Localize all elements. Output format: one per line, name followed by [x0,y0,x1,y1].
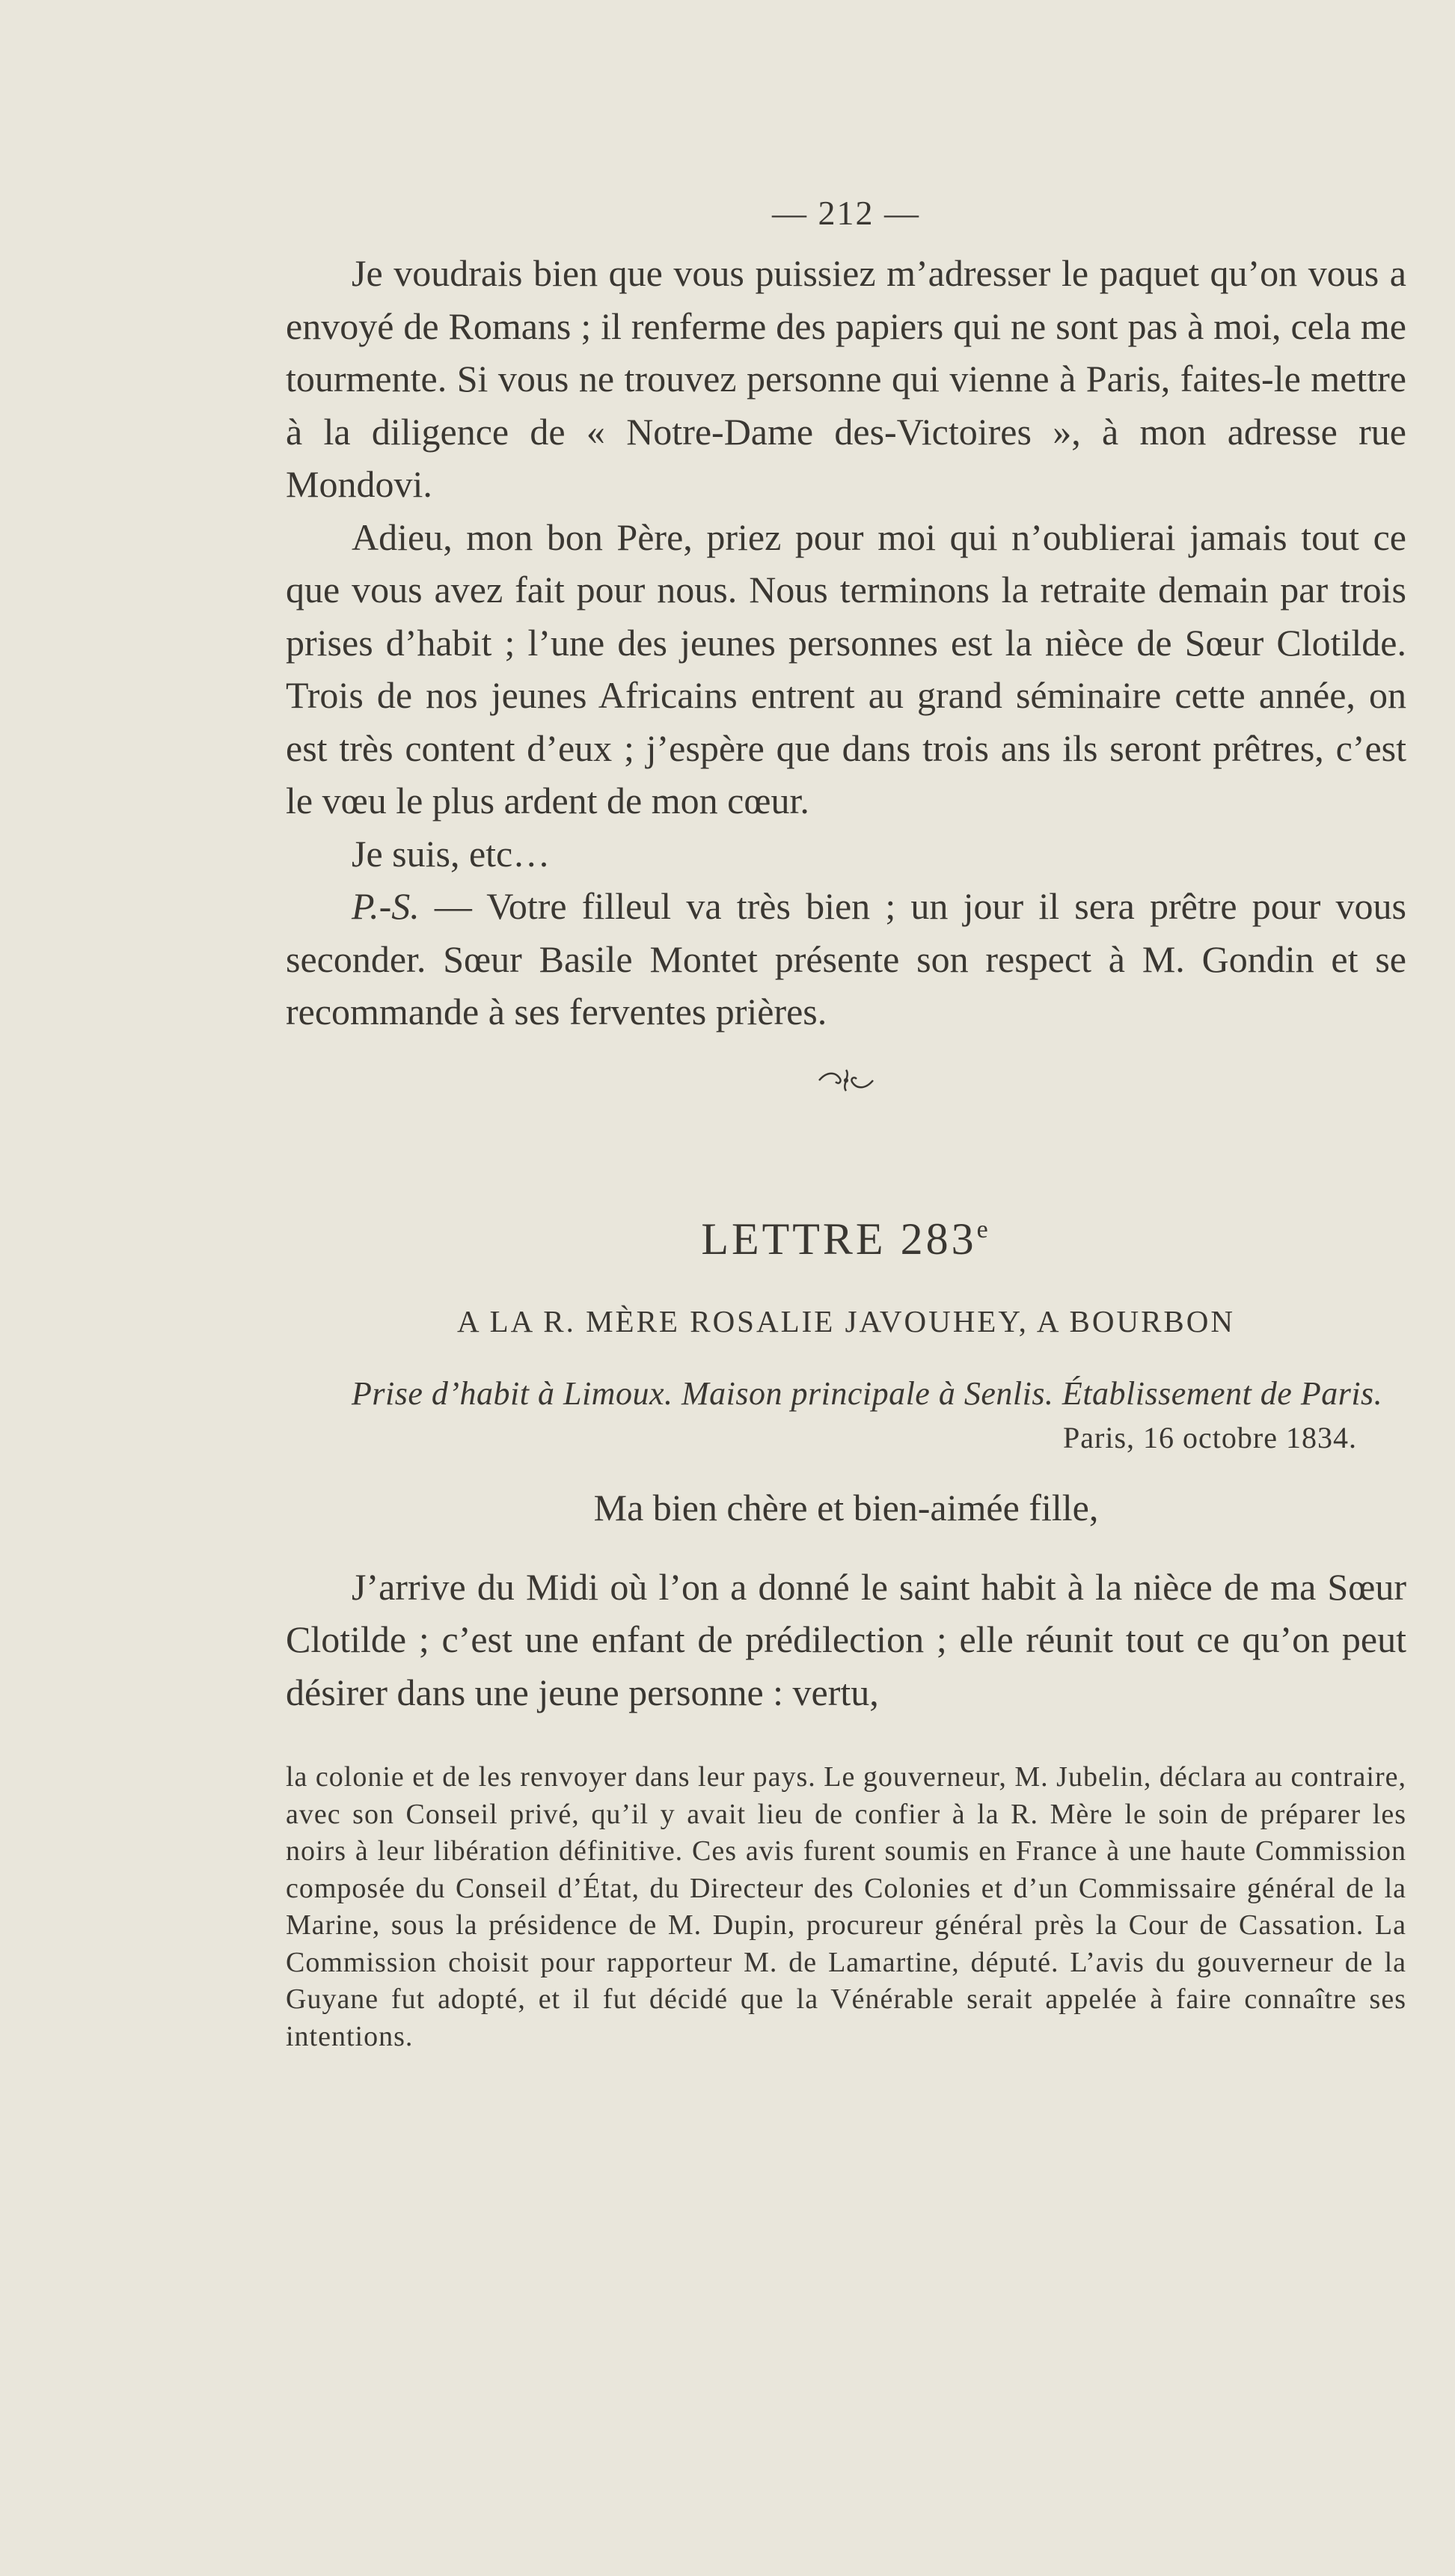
letter-title [286,1200,1406,1269]
letter-body-paragraph: J’arrive du Midi où l’on a donné le saint habit à la nièce de ma Sœur Clotilde ; c’est une enfant de prédilection ; elle réunit tout ce qu’on peut désirer dans une jeune personne : vertu, [286,1565,1406,1713]
footnote: la colonie et de les renvoyer dans leur pays. Le gouverneur, M. Jubelin, déclara au contraire, avec son Conseil privé, qu’il y avait lieu de confier à la R. Mère le soin de préparer les noirs à leur libération définitive. Ces avis furent soumis en France à une haute Commission composée du Conseil d’État, du Directeur des Colonies et d’un Commissaire général de la Marine, sous la présidence de M. Dupin, procureur général près la Cour de Cassation. La Commission choisit pour rapporteur M. de Lamartine, député. L’avis du gouverneur de la Guyane fut adopté, et il fut décidé que la Vénérable serait appelée à faire connaître ses intentions. [286,1761,1406,2052]
fleuron-ornament-icon [286,1065,1406,1110]
letter-title-ordinal: e [976,1215,991,1243]
postscript-label: P.-S. [352,885,420,927]
paragraph-paquet: Je voudrais bien que vous puissiez m’adresser le paquet qu’on vous a envoyé de Romans ; il renferme des papiers qui ne sont pas à moi, cela me tourmente. Si vous ne trouvez personne qui vienne à Paris, faites-le mettre à la diligence de « Notre-Dame des-Victoires », à mon adresse rue Mondovi. [286,252,1406,505]
letter-dateline: Paris, 16 octobre 1834. [1063,1420,1357,1454]
letter-signoff: Je suis, etc… [352,832,551,875]
postscript [286,880,1406,1038]
paragraph-adieu: Adieu, mon bon Père, priez pour moi qui n’oublierai jamais tout ce que vous avez fait pour nous. Nous terminons la retraite demain par trois prises d’habit ; l’une des jeunes personnes est la nièce de Sœur Clotilde. Trois de nos jeunes Africains entrent au grand séminaire cette année, on est très content d’eux ; j’espère que dans trois ans ils seront prêtres, c’est le vœu le plus ardent de mon cœur. [286,515,1406,822]
postscript-text: — Votre filleul va très bien ; un jour il sera prêtre pour vous seconder. Sœur Basile Montet présente son respect à M. Gondin et se recommande à ses ferventes prières. [286,885,1406,1032]
letter-title-text: LETTRE 283 [701,1214,977,1264]
letter-recipient: A LA R. MÈRE ROSALIE JAVOUHEY, A BOURBON [457,1303,1235,1339]
letter-summary: Prise d’habit à Limoux. Maison principale à Senlis. Établissement de Paris. [352,1374,1383,1412]
letter-salutation: Ma bien chère et bien-aimée fille, [593,1486,1099,1529]
page-number: — 212 — [772,194,920,232]
book-page [286,187,1406,2055]
